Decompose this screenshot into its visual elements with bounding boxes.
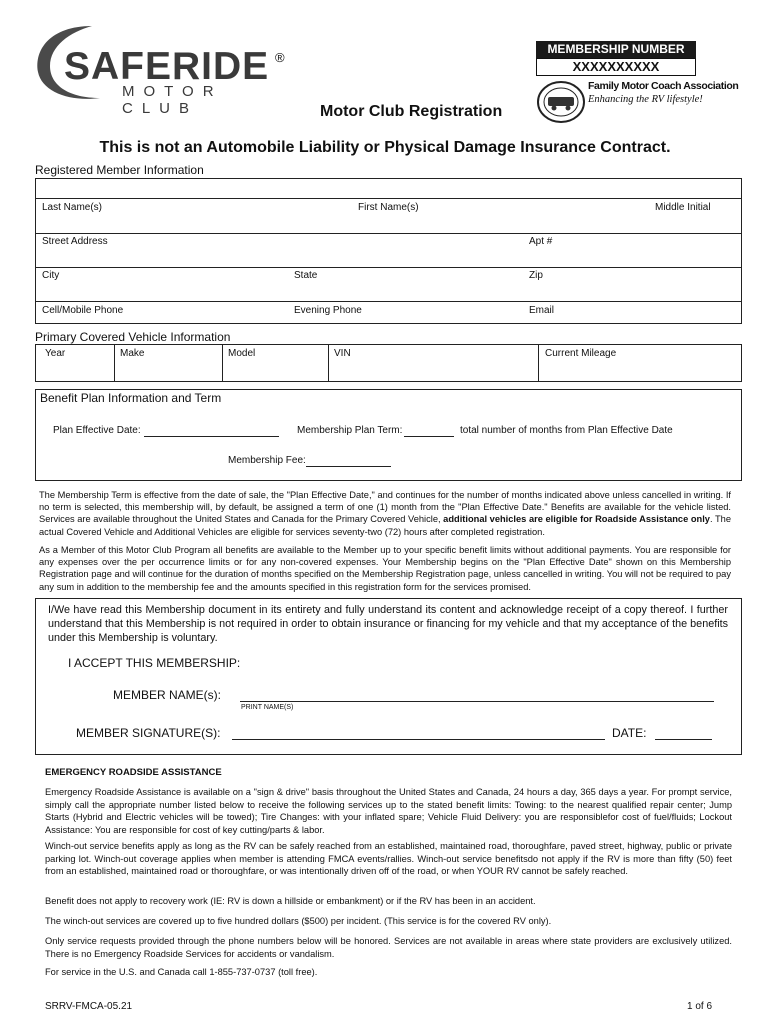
fmca-seal-icon bbox=[536, 80, 586, 124]
divider bbox=[222, 345, 223, 381]
middle-initial-field[interactable]: Middle Initial bbox=[655, 202, 711, 213]
logo-subtitle: MOTOR CLUB bbox=[122, 83, 223, 117]
make-field[interactable]: Make bbox=[120, 348, 145, 359]
emergency-paragraph-1: Emergency Roadside Assistance is available on a "sign & drive" basis throughout the United States and Canada, 24 hours a day, 365 days a year. For prompt service, simply call the appropriate number listed below to receive the following services up to the stated benefit limits: Towing: to the nearest qualified repair center; Jump Starts (Hybrid and Electric vehicles will be towed); Tire Changes: with your inflated spare; Vehicle Fluid Delivery: you are responsiblefor cost of fuel/fluids; Lockout Assistance: You are responsible for cost of key cutting/parts & labor. bbox=[45, 787, 732, 835]
benefits-paragraph: As a Member of this Motor Club Program all benefits are available to the Member up to your specific benefit limits without additional payments. You are responsible for any expenses over the per occurrence limits or for any non-covered expenses. Your Membership begins on the "Plan Effective Date" shown on this Membership Registration page and will continue for the duration of months specified on the Membership Registration page, unless cancelled in writing. You will not be required to pay any sum in addition to the membership fee and the amounts specified in this registration form for the services promised. bbox=[39, 545, 731, 592]
date-input[interactable] bbox=[655, 739, 712, 740]
benefit-plan-box bbox=[35, 389, 742, 481]
divider bbox=[114, 345, 115, 381]
mileage-field[interactable]: Current Mileage bbox=[545, 348, 617, 359]
vehicle-info-heading: Primary Covered Vehicle Information bbox=[35, 330, 231, 344]
term-text-bold: additional vehicles are eligible for Roadside Assistance only bbox=[443, 514, 710, 525]
member-names-input[interactable] bbox=[240, 701, 714, 702]
fmca-name: Family Motor Coach Association bbox=[588, 80, 739, 92]
evening-phone-field[interactable]: Evening Phone bbox=[294, 305, 362, 316]
member-signature-input[interactable] bbox=[232, 739, 605, 740]
street-address-field[interactable]: Street Address bbox=[42, 236, 108, 247]
divider bbox=[538, 345, 539, 381]
apt-field[interactable]: Apt # bbox=[529, 236, 553, 247]
acknowledgement-text: I/We have read this Membership document in its entirety and fully understand its content and acknowledge receipt of a copy thereof. I further understand that this Membership is not required in order to obtain insurance or financing for my vehicle and that my acceptance of the benefits under this Membership is voluntary. bbox=[48, 604, 728, 644]
email-field[interactable]: Email bbox=[529, 305, 555, 316]
plan-effective-date-input[interactable] bbox=[144, 436, 279, 437]
plan-term-input[interactable] bbox=[404, 436, 454, 437]
member-info-heading: Registered Member Information bbox=[35, 163, 204, 177]
plan-term-label: Membership Plan Term: bbox=[297, 425, 403, 436]
plan-effective-date-label: Plan Effective Date: bbox=[53, 425, 141, 436]
cell-phone-field[interactable]: Cell/Mobile Phone bbox=[42, 305, 124, 316]
plan-term-note: total number of months from Plan Effective Date bbox=[460, 425, 673, 436]
divider bbox=[328, 345, 329, 381]
benefit-plan-heading: Benefit Plan Information and Term bbox=[40, 391, 222, 405]
term-text-a: The Membership Term is effective from the date of sale, the "Plan Effective Date," and continues for the number of months indicated above unless cancelled in writing. If no term is selected, this membership will, by default, be assigned a term of one (1) month from the "Plan Effective Date." Benefits are available for the vehicle listed. Services are available throughout the United States and Canada for the Primary Covered Vehicle, bbox=[39, 490, 731, 525]
member-info-box bbox=[35, 178, 742, 324]
logo-wordmark: SAFERIDE bbox=[64, 45, 270, 88]
registered-mark: ® bbox=[275, 50, 285, 65]
vin-field[interactable]: VIN bbox=[334, 348, 351, 359]
first-name-field[interactable]: First Name(s) bbox=[358, 202, 419, 213]
vehicle-info-box bbox=[35, 344, 742, 382]
membership-number-label: MEMBERSHIP NUMBER bbox=[536, 41, 696, 58]
divider bbox=[36, 198, 741, 199]
city-field[interactable]: City bbox=[42, 270, 60, 281]
membership-number-value: XXXXXXXXXX bbox=[536, 58, 696, 76]
year-field[interactable]: Year bbox=[45, 348, 66, 359]
date-label: DATE: bbox=[612, 726, 647, 740]
emergency-paragraph-4: The winch-out services are covered up to five hundred dollars ($500) per incident. (This service is for the covered RV only). bbox=[45, 916, 552, 926]
member-signature-label: MEMBER SIGNATURE(S): bbox=[76, 726, 221, 740]
zip-field[interactable]: Zip bbox=[529, 270, 543, 281]
fmca-tagline: Enhancing the RV lifestyle! bbox=[588, 94, 703, 105]
page-number: 1 of 6 bbox=[687, 1001, 713, 1012]
divider bbox=[36, 267, 741, 268]
emergency-paragraph-3: Benefit does not apply to recovery work (IE: RV is down a hillside or embankment) or if the RV has been in an accident. bbox=[45, 896, 536, 906]
term-text-b: . The actual Covered Vehicle and Additional Vehicles are eligible for services seventy-two (72) hours after completed registration. bbox=[39, 514, 731, 537]
page-title: Motor Club Registration bbox=[320, 103, 503, 120]
model-field[interactable]: Model bbox=[228, 348, 256, 359]
membership-fee-label: Membership Fee: bbox=[228, 455, 306, 466]
emergency-heading: EMERGENCY ROADSIDE ASSISTANCE bbox=[45, 767, 222, 778]
state-field[interactable]: State bbox=[294, 270, 318, 281]
saferide-logo bbox=[30, 20, 300, 117]
last-name-field[interactable]: Last Name(s) bbox=[42, 202, 103, 213]
member-names-label: MEMBER NAME(s): bbox=[113, 688, 221, 702]
acknowledgement-box bbox=[35, 598, 742, 755]
divider bbox=[36, 233, 741, 234]
membership-fee-input[interactable] bbox=[306, 466, 391, 467]
form-id: SRRV-FMCA-05.21 bbox=[45, 1001, 133, 1012]
emergency-paragraph-5: Only service requests provided through the phone numbers below will be honored. Services are not available in areas where state providers are exclusively utilized. There is no Emergency Roadside Services for accidents or vandalism. bbox=[45, 936, 732, 959]
insurance-disclaimer: This is not an Automobile Liability or Physical Damage Insurance Contract. bbox=[99, 139, 671, 156]
emergency-paragraph-6: For service in the U.S. and Canada call 1-855-737-0737 (toll free). bbox=[45, 967, 318, 977]
divider bbox=[36, 301, 741, 302]
print-names-caption: PRINT NAME(S) bbox=[241, 704, 294, 711]
membership-term-paragraph bbox=[39, 489, 731, 538]
emergency-paragraph-2: Winch-out service benefits apply as long as the RV can be safely reached from an established, maintained road, thoroughfare, paved street, highway, public or private parking lot. Winch-out coverage applies when member is attending FMCA events/rallies. Winch-out service benefitsdo not apply if the RV is more than fifty (50) feet from an established, maintained road or thoroughfare, or was intentionally driven off of the road, or when YOUR RV cannot be safely reached. bbox=[45, 841, 732, 877]
accept-membership-label: I ACCEPT THIS MEMBERSHIP: bbox=[68, 656, 241, 670]
